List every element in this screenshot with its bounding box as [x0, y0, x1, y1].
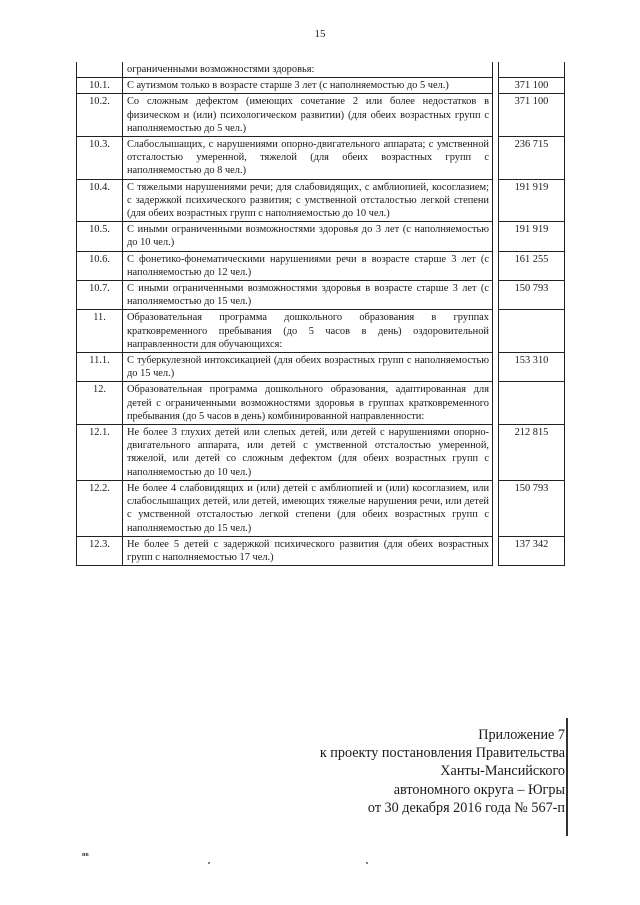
row-description: С аутизмом только в возрасте старше 3 лет (с наполняемостью до 5 чел.) — [123, 78, 493, 94]
table-row — [77, 480, 565, 536]
row-number: 12.2. — [77, 480, 123, 536]
row-description: Со сложным дефектом (имеющих сочетание 2 или более недостатков в физическом и (или) психологическом развитии) (для обеих возрастных групп с наполняемостью до 5 чел.) — [123, 94, 493, 137]
row-description: Не более 3 глухих детей или слепых детей, или детей с нарушениями опорно-двигательного аппарата, или детей с умственной отсталостью умеренной, тяжелой, или детей со сложным дефектом (для обеих возрастных групп с наполняемостью до 10 чел.) — [123, 425, 493, 481]
row-value: 191 919 — [499, 222, 565, 251]
table-row — [77, 62, 565, 78]
row-description: С иными ограниченными возможностями здоровья до 3 лет (с наполняемостью до 10 чел.) — [123, 222, 493, 251]
row-description: С тяжелыми нарушениями речи; для слабовидящих, с амблиопией, косоглазием; с задержкой психического развития; с умственной отсталостью легкой степени (для обеих возрастных групп с наполняемостью до 10 чел.) — [123, 179, 493, 222]
row-number: 10.4. — [77, 179, 123, 222]
scan-dot — [366, 862, 368, 864]
row-description: Не более 5 детей с задержкой психического развития (для обеих возрастных групп с наполняемостью 17 чел.) — [123, 536, 493, 565]
row-number: 10.5. — [77, 222, 123, 251]
row-number: 11. — [77, 310, 123, 353]
row-value: 150 793 — [499, 480, 565, 536]
row-value: 150 793 — [499, 281, 565, 310]
scan-dot — [208, 862, 210, 864]
row-description: ограниченными возможностями здоровья: — [123, 62, 493, 78]
row-description: Образовательная программа дошкольного образования, адаптированная для детей с ограниченными возможностями здоровья в группах кратковременного пребывания (до 5 часов в день) комбинированной направленности: — [123, 382, 493, 425]
row-description: Слабослышащих, с нарушениями опорно-двигательного аппарата; с умственной отсталостью умеренной, тяжелой (для обеих возрастных групп с наполняемостью до 8 чел.) — [123, 137, 493, 180]
row-value: 153 310 — [499, 353, 565, 382]
row-number: 10.6. — [77, 251, 123, 280]
table-row — [77, 382, 565, 425]
row-description: Образовательная программа дошкольного образования в группах кратковременного пребывания (до 5 часов в день) оздоровительной направленности для обучающихся: — [123, 310, 493, 353]
table-row — [77, 137, 565, 180]
row-value — [499, 310, 565, 353]
row-number: 12.3. — [77, 536, 123, 565]
table-row — [77, 281, 565, 310]
appendix-block — [320, 726, 565, 817]
appendix-title: Приложение 7 — [478, 727, 565, 743]
row-number: 10.7. — [77, 281, 123, 310]
row-number: 12. — [77, 382, 123, 425]
appendix-line: от 30 декабря 2016 года № 567-п — [367, 799, 565, 816]
row-value: 191 919 — [499, 179, 565, 222]
row-number: 11.1. — [77, 353, 123, 382]
row-value — [499, 62, 565, 78]
appendix-line: автономного округа – Югры — [393, 781, 565, 798]
row-description: С фонетико-фонематическими нарушениями речи в возрасте старше 3 лет (с наполняемостью до 12 чел.) — [123, 251, 493, 280]
row-value: 212 815 — [499, 425, 565, 481]
appendix-line: к проекту постановления Правительства — [319, 745, 565, 762]
row-description: С иными ограниченными возможностями здоровья в возрасте старше 3 лет (с наполняемостью до 15 чел.) — [123, 281, 493, 310]
row-value: 371 100 — [499, 78, 565, 94]
table-row — [77, 179, 565, 222]
table-row — [77, 425, 565, 481]
row-number — [77, 62, 123, 78]
row-value: 137 342 — [499, 536, 565, 565]
table-row — [77, 222, 565, 251]
tariff-table — [76, 62, 565, 566]
row-description: С туберкулезной интоксикацией (для обеих возрастных групп с наполняемостью до 15 чел.) — [123, 353, 493, 382]
footer-mark: нв — [82, 852, 89, 858]
row-number: 10.3. — [77, 137, 123, 180]
row-value: 371 100 — [499, 94, 565, 137]
table-row — [77, 94, 565, 137]
table-row — [77, 251, 565, 280]
row-description: Не более 4 слабовидящих и (или) детей с амблиопией и (или) косоглазием, или слабослышащих детей, или детей, имеющих тяжелые нарушения речи, или детей с умственной отсталостью легкой степени (для обеих возрастных групп с наполняемостью до 15 чел.) — [123, 480, 493, 536]
row-number: 10.1. — [77, 78, 123, 94]
row-number: 12.1. — [77, 425, 123, 481]
table-row — [77, 78, 565, 94]
appendix-line: Ханты-Мансийского — [440, 763, 565, 780]
row-value: 161 255 — [499, 251, 565, 280]
table-row — [77, 310, 565, 353]
row-value — [499, 382, 565, 425]
row-number: 10.2. — [77, 94, 123, 137]
table-row — [77, 353, 565, 382]
row-value: 236 715 — [499, 137, 565, 180]
scan-edge-line — [566, 718, 568, 836]
page-number: 15 — [314, 28, 326, 40]
table-row — [77, 536, 565, 565]
